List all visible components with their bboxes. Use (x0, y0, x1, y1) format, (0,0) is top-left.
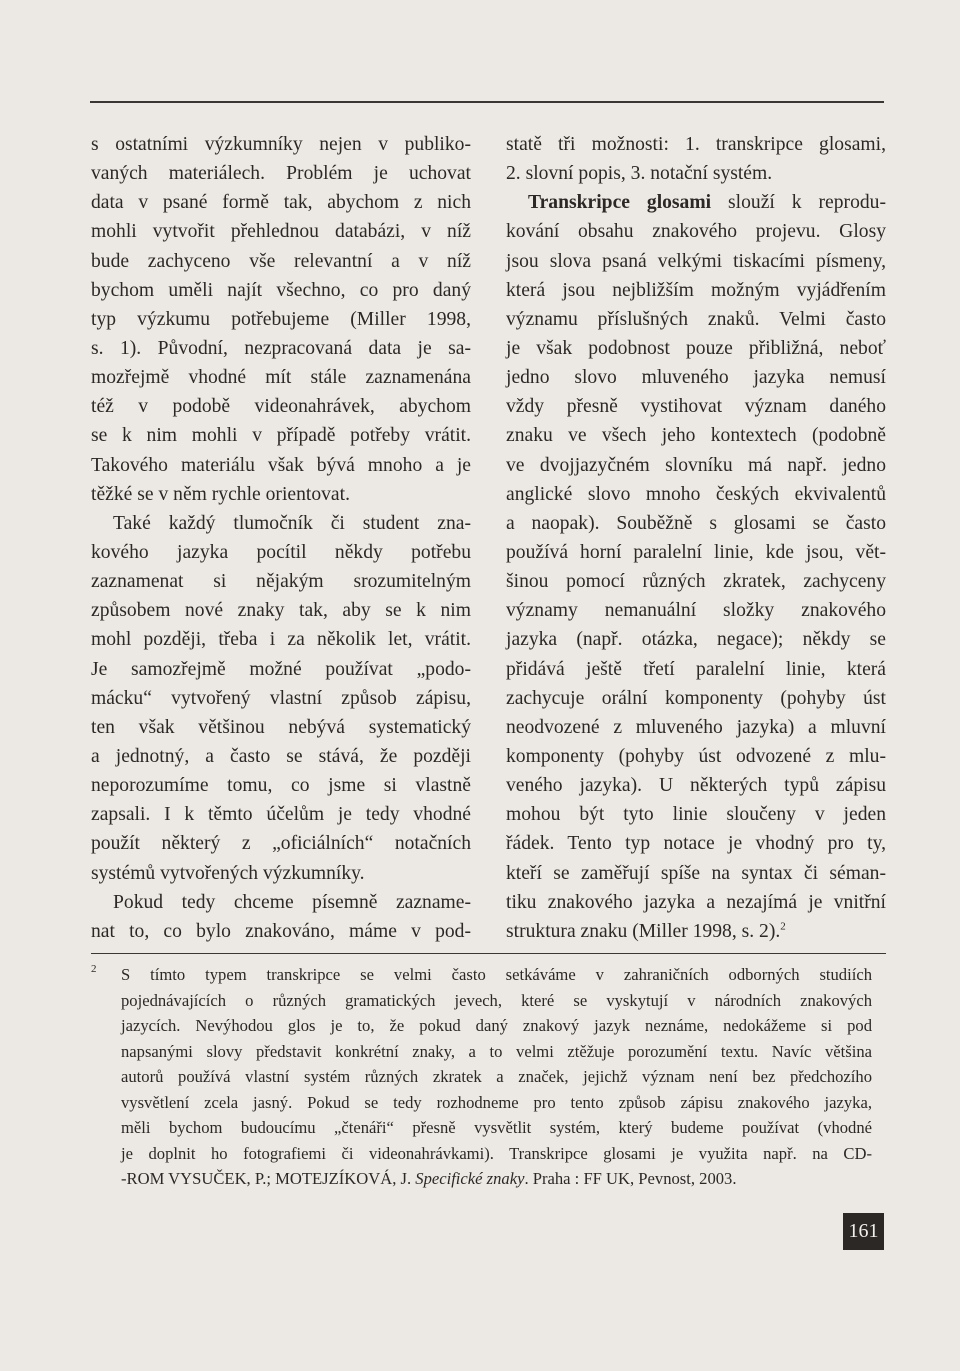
footnote-rule (91, 953, 886, 954)
text-line: kového jazyka pocítil někdy potřebu (91, 541, 471, 563)
text-fragment: slouží k reprodu- (711, 192, 886, 214)
text-line: Je samozřejmě možné používat „podo- (91, 658, 471, 680)
text-line: nat to, co bylo znakováno, máme v pod- (91, 920, 471, 942)
text-line: mohou být tyto linie sloučeny v jeden (506, 804, 886, 826)
footnote-line: pojednávajících o různých gramatických jevech, které se vyskytují v národních znakových (121, 990, 872, 1010)
text-line: systémů vytvořených výzkumníky. (91, 862, 365, 884)
text-line: mácku“ vytvořený vlastní způsob zápisu, (91, 687, 471, 709)
text-line: řádek. Tento typ notace je vhodný pro ty, (506, 833, 886, 855)
text-line: neodvozené z mluveného jazyka) a mluvní (506, 716, 886, 738)
text-line: kování obsahu znakového projevu. Glosy (506, 221, 886, 243)
footnote-line: napsanými slovy představit konkrétní znaky, a to velmi ztěžuje porozumění textu. Navíc většina (121, 1041, 872, 1061)
text-line: s ostatními výzkumníky nejen v publiko- (91, 134, 471, 155)
text-line: těžké se v něm rychle orientovat. (91, 483, 350, 505)
text-line: kteří se zaměřují spíše na syntax či séman- (506, 862, 886, 884)
text-line: mohli vytvořit přehlednou databázi, v níž (91, 221, 471, 243)
footnote-line (91, 1166, 872, 1192)
text-line: bychom uměli najít všechno, co pro daný (91, 279, 471, 301)
right-column (506, 130, 886, 946)
text-line: a jednotný, a často se stává, že později (91, 745, 471, 767)
text-line: bude zachyceno vše relevantní a v níž (91, 250, 471, 272)
footnote-line: S tímto typem transkripce se velmi často setkáváme v zahraničních odborných studiích (121, 965, 872, 984)
text-line: s. 1). Původní, nezpracovaná data je sa- (91, 337, 471, 359)
footnote-marker: 2 (91, 963, 97, 975)
text-line: data v psané formě tak, abychom z nich (91, 192, 471, 214)
term-transkripce-glosami: Transkripce glosami (528, 192, 712, 214)
text-line: jedno slovo mluveného jazyka nemusí (506, 367, 886, 389)
text-line: 2. slovní popis, 3. notační systém. (506, 163, 773, 185)
text-line: šinou pomocí různých zkratek, zachyceny (506, 571, 886, 593)
text-fragment: -ROM VYSUČEK, P.; MOTEJZÍKOVÁ, J. (121, 1169, 416, 1189)
text-line: přidává ještě třetí paralelní linie, která (506, 658, 886, 680)
footnote-reference[interactable]: 2 (780, 920, 786, 933)
text-line: anglické slovo mnoho českých ekvivalentů (506, 483, 886, 505)
text-line: vaných materiálech. Problém je uchovat (91, 163, 471, 185)
header-rule (90, 101, 884, 103)
text-line: neporozumíme tomu, co jsme si vlastně (91, 775, 471, 797)
footnote-line: jazycích. Nevýhodou glos je to, že pokud daný znakový jazyk neznáme, nedokážeme si pod (121, 1016, 872, 1036)
text-line: typ výzkumu potřebujeme (Miller 1998, (91, 308, 471, 330)
text-line: významy nemanuální složky znakového (506, 600, 886, 622)
text-line: Pokud tedy chceme písemně zazname- (113, 891, 471, 913)
text-line: statě tři možnosti: 1. transkripce glosami, (506, 134, 886, 155)
footnote-line: vysvětlení zcela jasný. Pokud se tedy rozhodneme pro tento způsob zápisu znakového jazyka, (121, 1092, 872, 1112)
text-line (506, 188, 886, 217)
text-line: veného jazyka). U některých typů zápisu (506, 775, 886, 797)
text-line: způsobem nové znaky tak, aby se k nim (91, 600, 471, 622)
text-line: mohl později, třeba i za několik let, vrátit. (91, 629, 471, 651)
text-line (506, 917, 886, 946)
text-line: zaznamenat si nějakým srozumitelným (91, 571, 471, 593)
text-line: komponenty (pohyby úst odvozené z mlu- (506, 745, 886, 767)
text-line: a naopak). Souběžně s glosami se často (506, 512, 886, 534)
text-fragment: . Praha : FF UK, Pevnost, 2003. (524, 1169, 737, 1189)
text-line: ve dvojjazyčném slovníku má např. jedno (506, 454, 886, 476)
footnote-line: autorů používá vlastní systém různých zkratek a značek, jejichž význam není bez předchozího (121, 1067, 872, 1087)
text-line: která jsou nejbližším možným vyjádřením (506, 279, 886, 301)
text-line: používá horní paralelní linie, kde jsou, vět- (506, 541, 886, 563)
page-number: 161 (843, 1213, 884, 1250)
text-line: zachycuje orální komponenty (pohyby úst (506, 687, 886, 709)
text-line: mozřejmě vhodné mít stále zaznamenána (91, 367, 471, 389)
left-column (91, 130, 471, 946)
text-line: zapsali. I k těmto účelům je tedy vhodné (91, 804, 471, 826)
text-line: ten však většinou nebývá systematický (91, 716, 471, 738)
text-line: vždy přesně vystihovat význam daného (506, 396, 886, 418)
text-fragment: struktura znaku (Miller 1998, s. 2). (506, 920, 781, 942)
text-line: Takového materiálu však bývá mnoho a je (91, 454, 471, 476)
text-line: je však podobnost pouze přibližná, neboť (506, 337, 886, 359)
footnote-line: měli bychom budoucímu „čtenáři“ přesně vysvětlit systém, který budeme používat (vhodné (121, 1118, 872, 1138)
text-line: významu příslušných znaků. Velmi často (506, 308, 886, 330)
text-line: Také každý tlumočník či student zna- (113, 512, 471, 534)
text-line: jazyka (např. otázka, negace); někdy se (506, 629, 886, 651)
text-line: tiku znakového jazyka a nezajímá je vnitřní (506, 891, 886, 913)
citation-title: Specifické znaky (415, 1169, 525, 1189)
footnote (91, 962, 872, 1192)
text-line: se k nim mohli v případě potřeby vrátit. (91, 425, 471, 447)
footnote-line: je doplnit ho fotografiemi či videonahrávkami). Transkripce glosami je využita např. na CD- (121, 1143, 872, 1163)
text-line: též v podobě videonahrávek, abychom (91, 396, 471, 418)
text-line: použít některý z „oficiálních“ notačních (91, 833, 471, 855)
text-line: znaku ve všech jeho kontextech (podobně (506, 425, 886, 447)
text-line: jsou slova psaná velkými tiskacími písmeny, (506, 250, 886, 272)
